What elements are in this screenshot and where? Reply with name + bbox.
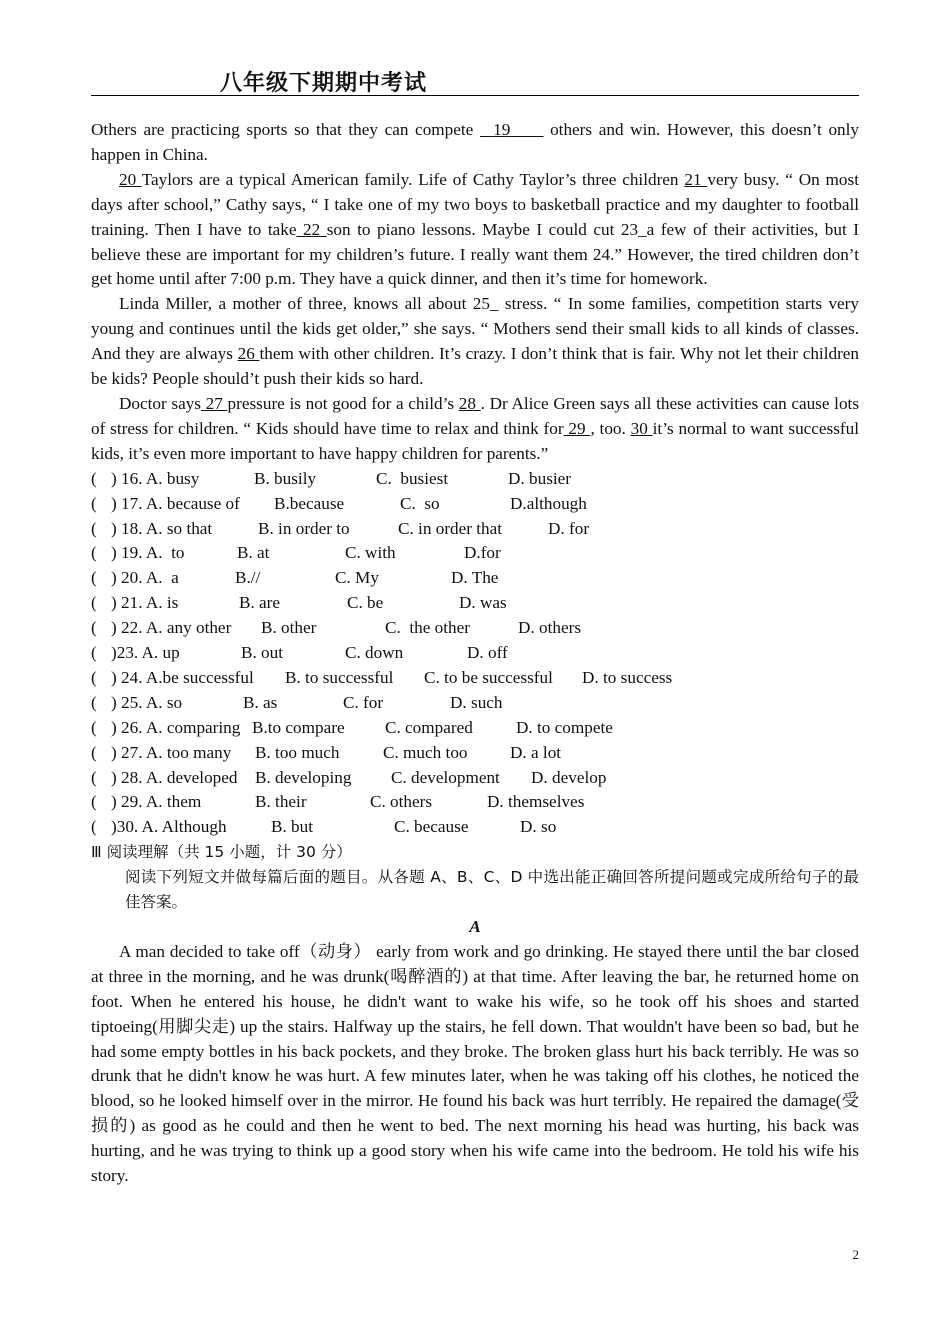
option-c: C. much too — [383, 742, 468, 762]
blank-27: 27 — [201, 393, 228, 413]
option-c: C. compared — [385, 717, 473, 737]
paragraph-4 — [91, 392, 859, 467]
option-b: B. to successful — [285, 667, 394, 687]
option-b: B.because — [274, 493, 345, 513]
text-run: , too. — [590, 418, 631, 438]
question-row: ( ) 16. A. busy B. busily C. busiest D. busier — [91, 467, 859, 492]
option-c: C. to be successful — [424, 667, 553, 687]
text-run: Others are practicing sports so that they can compete — [91, 120, 480, 139]
option-c: C. with — [345, 543, 396, 563]
question-row: ( ) 25. A. so B. as C. for D. such — [91, 691, 859, 716]
option-d: D. others — [518, 618, 582, 638]
option-d: D.for — [464, 543, 501, 563]
option-b: B. busily — [254, 468, 317, 488]
blank-29: 29 — [563, 418, 591, 438]
question-row: ( ) 19. A. to B. at C. with D.for — [91, 541, 859, 566]
blank-22: 22 — [296, 219, 327, 239]
text-run: son to piano lessons. Maybe I could cut 23_a few of their activities, but I believe these are important for my children’s future. I really want them 24.” However, the tired children don’t get home until after 7:00 p.m. They have a quick dinner, and then it’s time for homework. — [91, 219, 859, 289]
option-c: C. the other — [385, 618, 470, 638]
question-row: ( ) 24. A.be successful B. to successful C. to be successful D. to success — [91, 666, 859, 691]
question-stem: ) 27. A. too many — [111, 742, 232, 762]
question-row: ( ) 26. A. comparing B.to compare C. compared D. to compete — [91, 716, 859, 741]
question-row: ( ) 18. A. so that B. in order to C. in order that D. for — [91, 517, 859, 542]
option-c: C. busiest — [376, 468, 449, 488]
page-body — [91, 118, 859, 1189]
question-stem: )23. A. up — [111, 643, 180, 663]
question-stem: ) 22. A. any other — [111, 618, 232, 638]
question-list — [91, 467, 859, 841]
option-c: C. in order that — [398, 518, 503, 538]
question-stem: ) 26. A. comparing — [111, 717, 241, 737]
question-row: ( ) 20. A. a B.// C. My D. The — [91, 566, 859, 591]
option-c: C. development — [391, 767, 500, 787]
question-stem: ) 21. A. is — [111, 593, 179, 613]
option-d: D. develop — [531, 767, 607, 787]
text-run: Doctor says — [119, 393, 201, 413]
option-d: D. to success — [582, 667, 673, 687]
question-row: ( ) 29. A. them B. their C. others D. themselves — [91, 790, 859, 815]
option-c: C. My — [335, 568, 379, 588]
question-row: ( ) 21. A. is B. are C. be D. was — [91, 591, 859, 616]
paragraph-3 — [91, 292, 859, 392]
question-stem: ) 24. A.be successful — [111, 667, 254, 687]
blank-21: 21 — [684, 169, 708, 189]
question-row: ( ) 17. A. because of B.because C. so D.although — [91, 492, 859, 517]
passage-label: A — [469, 917, 481, 936]
option-b: B. developing — [255, 767, 352, 787]
paragraph-1 — [91, 118, 859, 168]
text-run: Taylors are a typical American family. Life of Cathy Taylor’s three children — [141, 169, 685, 189]
question-row: ( ) 22. A. any other B. other C. the other D. others — [91, 616, 859, 641]
question-stem: ) 28. A. developed — [111, 767, 238, 787]
passage-a: A man decided to take off（动身） early from work and go drinking. He stayed there until the bar closed at three in the morning, and he was drunk(喝醉酒的) at that time. After leaving the bar, he returned home on foot. When he entered his house, he didn't want to wake his wife, so he took off his shoes and started tiptoeing(用脚尖走) up the stairs. Halfway up the stairs, he fell down. That wouldn't have been so bad, but he had some empty bottles in his back pockets, and they broke. The broken glass hurt his back terribly. He was so drunk that he didn't know he was hurt. A few minutes later, when he was taking off his clothes, he noticed the blood, so he looked himself over in the mirror. He found his back was hurt terribly. He repaired the damage(受损的) as good as he could and then he went to bed. The next morning his head was hurting, his back was hurting, and he was trying to think up a good story when his wife came into the bedroom. He told his wife his story. — [91, 941, 859, 1186]
blank-number: 19 — [493, 120, 511, 139]
option-d: D. off — [467, 643, 508, 663]
question-stem: ) 29. A. them — [111, 792, 202, 812]
option-c: C. down — [345, 643, 404, 663]
text-run: . Dr Alice Green says all these activities can cause lots of stress for children. “ Kids should have time to relax and think for — [91, 393, 860, 438]
blank-20: 20 — [119, 169, 142, 189]
paragraph-2 — [91, 168, 859, 293]
option-d: D. such — [450, 692, 503, 712]
question-stem: )30. A. Although — [111, 817, 227, 837]
option-b: B. as — [243, 692, 278, 712]
option-b: B. in order to — [258, 518, 350, 538]
blank-28: 28 — [458, 393, 481, 413]
text-run: Linda Miller, a mother of three, knows all about 25_ stress. “ In some families, competition starts very young and continues until the kids get older,” she says. “ Mothers send their small kids to all kinds of classes. And they are always — [91, 294, 859, 364]
option-d: D. The — [451, 568, 499, 588]
option-b: B.to compare — [252, 717, 345, 737]
section-heading: Ⅲ 阅读理解（共 15 小题，计 30 分） — [91, 843, 352, 862]
option-c: C. because — [394, 817, 469, 837]
option-c: C. be — [347, 593, 384, 613]
option-b: B. out — [241, 643, 284, 663]
option-b: B. too much — [255, 742, 340, 762]
header-title: 八年级下期期中考试 — [220, 71, 428, 96]
blank-26: 26 — [237, 344, 260, 364]
option-b: B. other — [261, 618, 317, 638]
question-stem: ) 17. A. because of — [111, 493, 240, 513]
option-d: D. for — [548, 518, 590, 538]
section-instructions: 阅读下列短文并做每篇后面的题目。从各题 A、B、C、D 中选出能正确回答所提问题或完成所给句子的最佳答案。 — [125, 868, 859, 912]
option-d: D. a lot — [510, 742, 562, 762]
option-d: D. to compete — [516, 717, 613, 737]
option-d: D. so — [520, 817, 557, 837]
question-stem: ) 20. A. a — [111, 568, 179, 588]
option-c: C. so — [400, 493, 440, 513]
text-run: very busy. “ On most days after school,” Cathy says, “ I take one of my two boys to basketball practice and my daughter to football training. Then I have to take — [91, 169, 859, 239]
option-b: B.// — [235, 568, 261, 588]
question-stem: ) 16. A. busy — [111, 468, 200, 488]
blank-30: 30 — [630, 418, 653, 438]
option-d: D. themselves — [487, 792, 585, 812]
option-b: B. at — [237, 543, 270, 563]
header-rule — [91, 95, 859, 96]
option-d: D. was — [459, 593, 507, 613]
option-b: B. are — [239, 593, 281, 613]
question-row: ( ) 27. A. too many B. too much C. much too D. a lot — [91, 741, 859, 766]
page-number: 2 — [852, 1247, 859, 1262]
text-run: it’s normal to want successful kids, it’s even more important to have happy children for parents.” — [91, 418, 860, 463]
text-run: others and win. However, this doesn’t only happen in China. — [91, 120, 859, 164]
question-stem: ) 18. A. so that — [111, 518, 213, 538]
text-run: pressure is not good for a child’s — [227, 393, 459, 413]
text-run: them with other children. It’s crazy. I don’t think that is fair. Why not let their children be kids? People should’t push their kids so hard. — [91, 344, 860, 389]
question-stem: ) 25. A. so — [111, 692, 183, 712]
option-c: C. for — [343, 692, 384, 712]
option-d: D. busier — [508, 468, 572, 488]
option-c: C. others — [370, 792, 433, 812]
question-stem: ) 19. A. to — [111, 543, 185, 563]
blank-19 — [480, 120, 544, 139]
option-d: D.although — [510, 493, 587, 513]
question-row: ( )30. A. Although B. but C. because D. so — [91, 815, 859, 840]
option-b: B. their — [255, 792, 307, 812]
option-b: B. but — [271, 817, 314, 837]
question-row: ( )23. A. up B. out C. down D. off — [91, 641, 859, 666]
question-row: ( ) 28. A. developed B. developing C. development D. develop — [91, 766, 859, 791]
